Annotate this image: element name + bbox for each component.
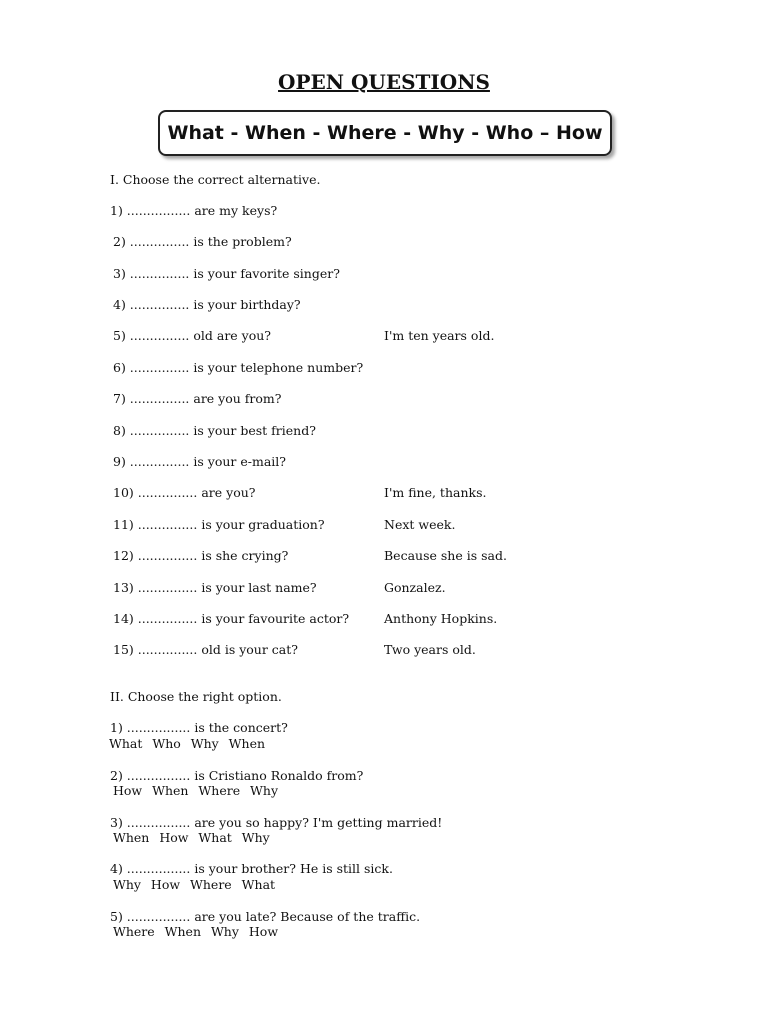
answer-14: Anthony Hopkins. xyxy=(384,611,498,626)
question-7: 7) ............... are you from? xyxy=(113,391,282,406)
answer-15: Two years old. xyxy=(384,642,476,657)
question-9: 9) ............... is your e-mail? xyxy=(113,454,286,469)
option-choices-5: Where When Why How xyxy=(113,924,279,939)
answer-13: Gonzalez. xyxy=(384,580,446,595)
question-5: 5) ............... old are you? xyxy=(113,328,272,343)
question-words-box: What - When - Where - Why - Who – How xyxy=(158,110,612,156)
question-1: 1) ................ are my keys? xyxy=(110,203,278,218)
option-question-3: 3) ................ are you so happy? I'm getting married! xyxy=(110,815,443,830)
option-question-4: 4) ................ is your brother? He is still sick. xyxy=(110,861,393,876)
option-question-2: 2) ................ is Cristiano Ronaldo from? xyxy=(110,768,364,783)
section2-heading: II. Choose the right option. xyxy=(110,689,282,704)
option-question-1: 1) ................ is the concert? xyxy=(110,720,288,735)
question-11: 11) ............... is your graduation? xyxy=(113,517,325,532)
question-6: 6) ............... is your telephone number? xyxy=(113,360,364,375)
answer-11: Next week. xyxy=(384,517,456,532)
section1-heading: I. Choose the correct alternative. xyxy=(110,172,321,187)
option-choices-4: Why How Where What xyxy=(113,877,276,892)
answer-10: I'm fine, thanks. xyxy=(384,485,487,500)
answer-5: I'm ten years old. xyxy=(384,328,495,343)
option-choices-2: How When Where Why xyxy=(113,783,279,798)
question-14: 14) ............... is your favourite actor? xyxy=(113,611,350,626)
question-10: 10) ............... are you? xyxy=(113,485,256,500)
question-3: 3) ............... is your favorite singer? xyxy=(113,266,340,281)
question-15: 15) ............... old is your cat? xyxy=(113,642,298,657)
question-8: 8) ............... is your best friend? xyxy=(113,423,316,438)
page-title: OPEN QUESTIONS xyxy=(278,70,490,94)
question-12: 12) ............... is she crying? xyxy=(113,548,289,563)
option-question-5: 5) ................ are you late? Because of the traffic. xyxy=(110,909,421,924)
question-4: 4) ............... is your birthday? xyxy=(113,297,301,312)
question-2: 2) ............... is the problem? xyxy=(113,234,292,249)
option-choices-3: When How What Why xyxy=(113,830,270,845)
question-13: 13) ............... is your last name? xyxy=(113,580,317,595)
option-choices-1: What Who Why When xyxy=(109,736,266,751)
answer-12: Because she is sad. xyxy=(384,548,507,563)
